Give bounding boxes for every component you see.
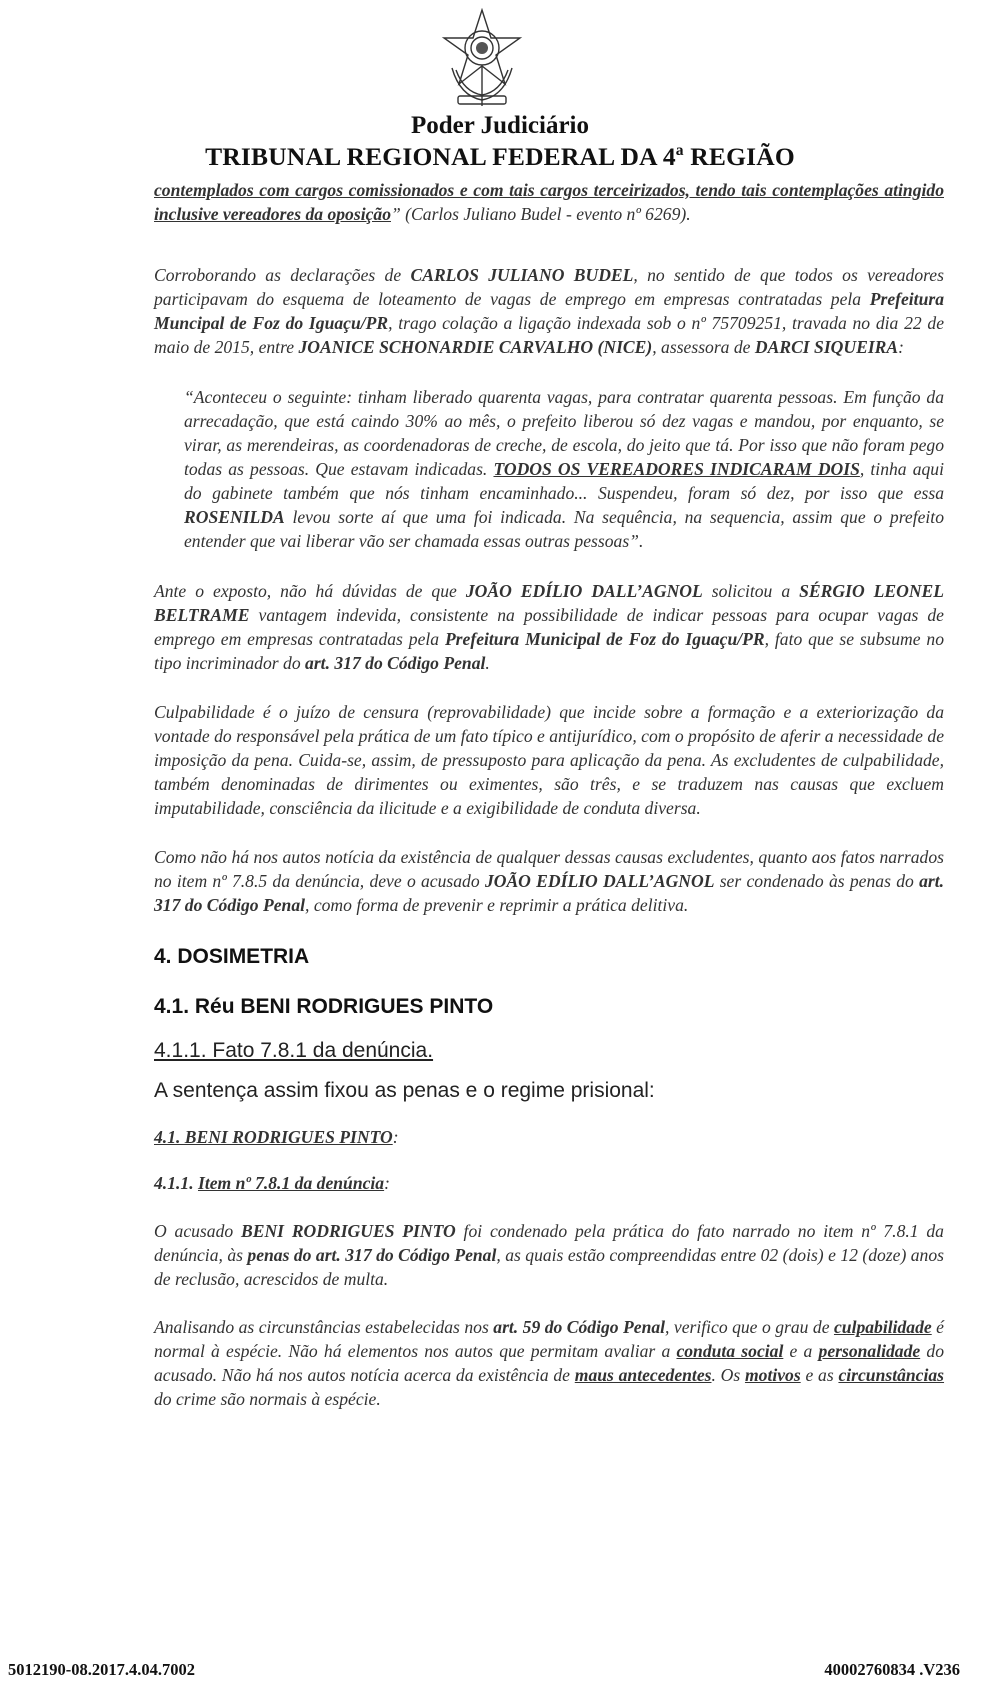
header-tribunal: TRIBUNAL REGIONAL FEDERAL DA 4ª REGIÃO <box>205 142 795 171</box>
block-quote: “Aconteceu o seguinte: tinham liberado quarenta vagas, para contratar quarenta pessoas. Em função da arrecadação, que está caindo 30% ao mês, o prefeito liberou só dez vagas e mandou, por enquanto, se virar, as merendeiras, as coordenadoras de creche, de escola, do jeito que tá. Por isso que não foram pego todas as pessoas. Que estavam indicadas. TODOS OS VEREADORES INDICARAM DOIS, tinha aqui do gabinete também que nós tinham encaminhado... Suspendeu, foram só dez, por isso que essa ROSENILDA levou sorte aí que uma foi indicada. Na sequência, na sequencia, assim que o prefeito entender que vai liberar vão ser chamada essas outras pessoas”. <box>184 387 944 551</box>
paragraph-como-nao-ha: Como não há nos autos notícia da existência de qualquer dessas causas excludentes, quanto aos fatos narrados no item nº 7.8.5 da denúncia, deve o acusado JOÃO EDÍLIO DALL’AGNOL ser condenado às penas do art. 317 do Código Penal, como forma de prevenir e reprimir a prática delitiva. <box>154 847 944 915</box>
document-body <box>154 178 944 1411</box>
quoted-heading-item: 4.1.1. Item nº 7.8.1 da denúncia: <box>154 1173 390 1193</box>
paragraph-ante-o-exposto: Ante o exposto, não há dúvidas de que JOÃO EDÍLIO DALL’AGNOL solicitou a SÉRGIO LEONEL BELTRAME vantagem indevida, consistente na possibilidade de indicar pessoas para ocupar vagas de emprego em empresas contratadas pela Prefeitura Municipal de Foz do Iguaçu/PR, fato que se subsume no tipo incriminador do art. 317 do Código Penal. <box>154 581 945 673</box>
footer-document-code: 40002760834 .V236 <box>824 1660 960 1679</box>
paragraph-acusado-condenado: O acusado BENI RODRIGUES PINTO foi condenado pela prática do fato narrado no item nº 7.8.1 da denúncia, às penas do art. 317 do Código Penal, as quais estão compreendidas entre 02 (dois) e 12 (doze) anos de reclusão, acrescidos de multa. <box>154 1221 944 1289</box>
header-poder-judiciario: Poder Judiciário <box>410 112 589 139</box>
quoted-heading-reu: 4.1. BENI RODRIGUES PINTO: <box>154 1127 399 1147</box>
subsection-heading-fato: 4.1.1. Fato 7.8.1 da denúncia. <box>154 1039 434 1062</box>
paragraph-analisando: Analisando as circunstâncias estabelecidas nos art. 59 do Código Penal, verifico que o grau de culpabilidade é normal à espécie. Não há elementos nos autos que permitam avaliar a conduta social e a personalidade do acusado. Não há nos autos notícia acerca da existência de maus antecedentes. Os motivos e as circunstâncias do crime são normais à espécie. <box>154 1317 945 1409</box>
section-heading-reu: 4.1. Réu BENI RODRIGUES PINTO <box>154 995 494 1018</box>
paragraph-intro-sentenca: A sentença assim fixou as penas e o regime prisional: <box>154 1079 655 1102</box>
footer-process-number: 5012190-08.2017.4.04.7002 <box>8 1660 195 1679</box>
paragraph-citation-end: contemplados com cargos comissionados e com tais cargos terceirizados, tendo tais contemplações atingido inclusive vereadores da oposição” (Carlos Juliano Budel - evento nº 6269). <box>154 180 944 224</box>
brasao-republica-icon <box>440 8 524 108</box>
paragraph-corroborando: Corroborando as declarações de CARLOS JULIANO BUDEL, no sentido de que todos os vereadores participavam do esquema de loteamento de vagas de emprego em empresas contratadas pela Prefeitura Muncipal de Foz do Iguaçu/PR, trago colação a ligação indexada sob o nº 75709251, travada no dia 22 de maio de 2015, entre JOANICE SCHONARDIE CARVALHO (NICE), assessora de DARCI SIQUEIRA: <box>154 265 945 357</box>
section-heading-dosimetria: 4. DOSIMETRIA <box>154 945 310 968</box>
paragraph-culpabilidade: Culpabilidade é o juízo de censura (reprovabilidade) que incide sobre a formação e a exteriorização da vontade do responsável pela prática de um fato típico e antijurídico, com o propósito de aferir a necessidade de imposição da pena. Cuida-se, assim, de pressuposto para aplicação da pena. As excludentes de culpabilidade, também denominadas de dirimentes ou eximentes, são três, e se traduzem nas causas que excluem imputabilidade, consciência da ilicitude e a exigibilidade de conduta diversa. <box>154 702 944 818</box>
